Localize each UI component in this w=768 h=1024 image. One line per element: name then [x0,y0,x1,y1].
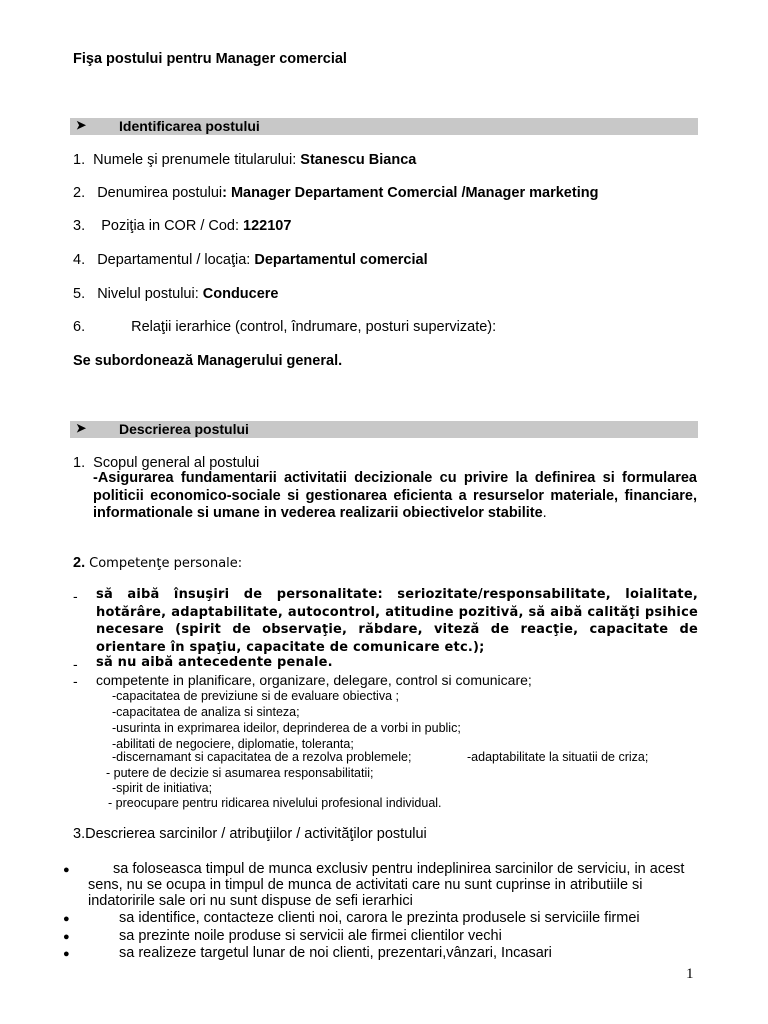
field-label: Nivelul postului: [97,286,203,302]
field-label: Poziţia in COR / Cod: [101,218,244,234]
item-number: 6. [73,319,86,335]
competence-label: Competenţe personale: [89,556,243,571]
item-number: 1. [73,152,86,168]
sub-item: -capacitatea de analiza si sinteza; [112,705,300,719]
dash-marker: - [73,588,78,604]
field-label: Departamentul / locaţia: [97,252,255,268]
tasks-heading: 3.Descrierea sarcinilor / atribuţiilor / activităţilor postului [73,826,427,842]
task-item: sa identifice, contacteze clienti noi, carora le prezinta produsele si serviciile firmei [119,910,640,926]
page-number: 1 [686,966,694,982]
item-number: 3. [73,218,86,234]
item-number: 4. [73,252,86,268]
task-item: sa prezinte noile produse si servicii ale firmei clientilor vechi [119,928,502,944]
field-value: Departamentul comercial [254,252,428,268]
section-title: Descrierea postului [119,421,249,437]
field-label: Denumirea postului [97,185,223,201]
sub-item: -abilitati de negociere, diplomatie, toleranta; [112,737,354,751]
arrow-bullet-icon: ➤ [76,421,87,435]
field-job-title [73,185,598,201]
field-value: 122107 [243,218,292,234]
competence-heading [73,555,242,571]
field-value: Stanescu Bianca [300,152,417,168]
field-cor-code [73,218,291,234]
field-value: : Manager Departament Comercial /Manager marketing [222,185,599,201]
sub-item: - preocupare pentru ridicarea nivelului profesional individual. [108,796,442,810]
field-titular-name [73,152,416,168]
bullet-icon: ● [63,864,70,876]
subordination-text: Se subordonează Managerului general. [73,353,343,369]
bullet-icon: ● [63,948,70,960]
field-level [73,286,279,302]
sub-item-extra: -adaptabilitate la situatii de criza; [467,750,649,764]
field-label: Numele şi prenumele titularului: [93,152,301,168]
sub-item: -usurinta in exprimarea ideilor, deprinderea de a vorbi in public; [112,721,461,735]
scope-text: -Asigurarea fundamentarii activitatii decizionale cu privire la definirea si formularea politicii economico-sociale si gestionarea eficienta a resurselor materiale, financiare, informationale si umane in vederea realizarii obiectivelor stabilite [93,470,697,521]
scope-label: Scopul general al postului [93,455,260,471]
sub-item: -discernamant si capacitatea de a rezolva problemele; [112,750,412,764]
field-department [73,252,428,268]
arrow-bullet-icon: ➤ [76,118,87,132]
item-number: 5. [73,286,86,302]
task-item: sa foloseasca timpul de munca exclusiv pentru indeplinirea sarcinilor de serviciu, in acest sens, nu se ocupa in timpul de munca de activitati care nu sunt cuprinse in atributiile si indatoririle sale ori nu sunt dispuse de sefi ierarhici [88,861,685,909]
field-hierarchy [73,319,496,335]
bullet-icon: ● [63,931,70,943]
scope-paragraph [93,470,697,523]
field-value: Conducere [202,286,279,302]
scope-heading [73,455,259,471]
bullet-icon: ● [63,913,70,925]
section-header-description [70,421,698,438]
field-label: Relaţii ierarhice (control, îndrumare, posturi supervizate): [131,319,497,335]
sub-item: -spirit de initiativa; [112,781,213,795]
competence-personality: să aibă însuşiri de personalitate: seriozitate/responsabilitate, loialitate, hotărâre, adaptabilitate, autocontrol, atitudine pozitivă, să aibă calităţi psihice necesare (spirit de observaţie, răbdare, viteză de reacţie, capacitate de orientare în spaţiu, capacitate de comunicare etc.); [96,587,698,655]
item-number: 2. [73,555,86,571]
document-title: Fişa postului pentru Manager comercial [73,51,347,67]
section-title: Identificarea postului [119,118,260,134]
item-number: 1. [73,455,86,471]
scope-end: . [542,505,547,521]
section-header-identification [70,118,698,135]
competence-no-record: să nu aibă antecedente penale. [96,655,333,670]
item-number: 2. [73,185,86,201]
task-item: sa realizeze targetul lunar de noi clienti, prezentari,vânzari, Incasari [119,945,552,961]
sub-item: - putere de decizie si asumarea responsabilitatii; [106,766,374,780]
competence-planning: competente in planificare, organizare, delegare, control si comunicare; [96,672,532,688]
sub-item: -capacitatea de previziune si de evaluare obiectiva ; [112,689,399,703]
dash-marker: - [73,656,78,672]
dash-marker: - [73,673,78,689]
